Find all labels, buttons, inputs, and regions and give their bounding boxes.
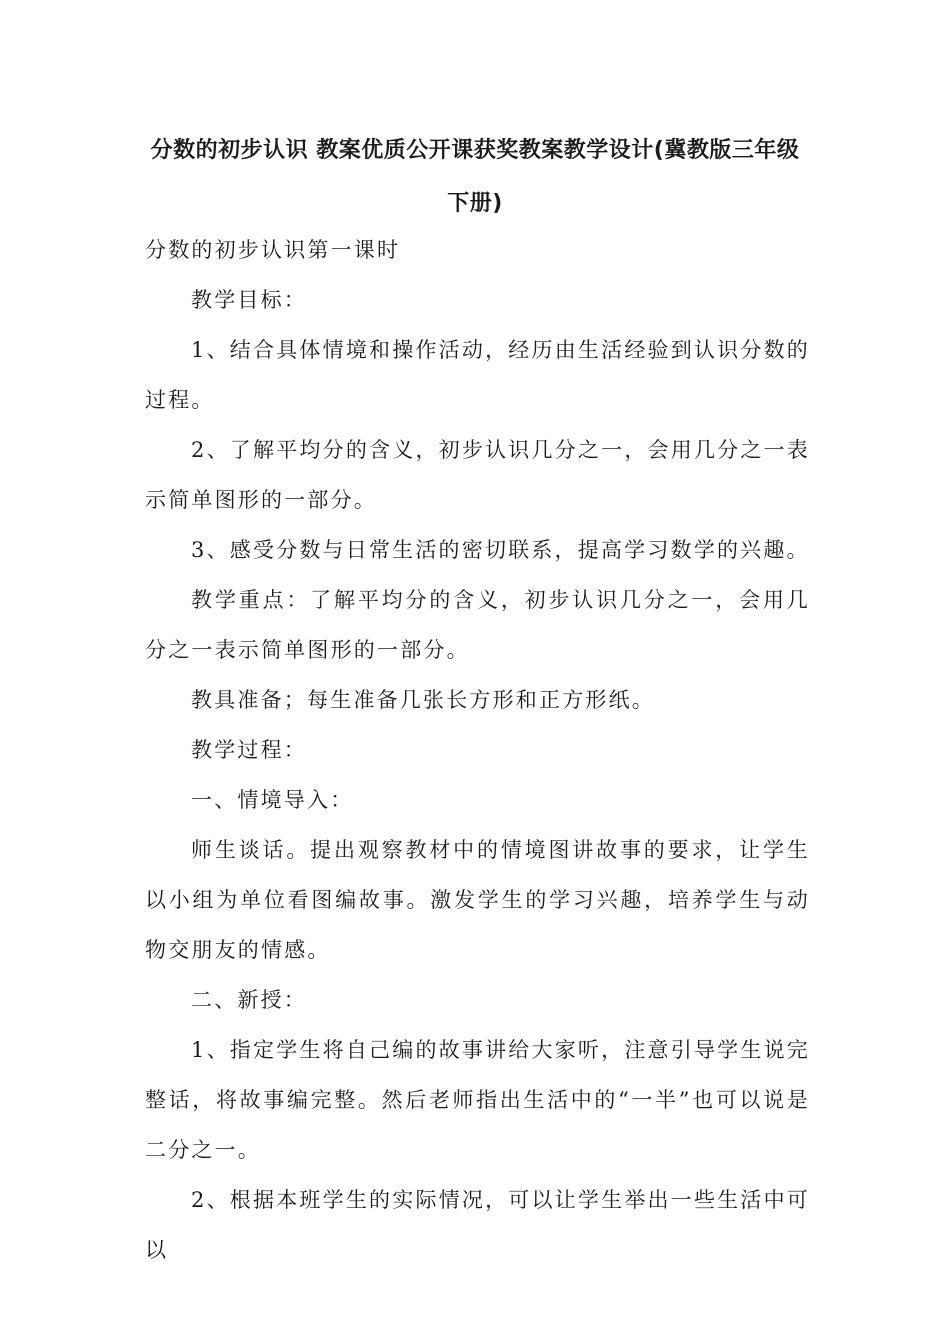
paragraph: 2、了解平均分的含义，初步认识几分之一，会用几分之一表示简单图形的一部分。 bbox=[145, 438, 810, 512]
paragraph: 1、指定学生将自己编的故事讲给大家听，注意引导学生说完整话，将故事编完整。然后老师指出生活中的“一半”也可以说是二分之一。 bbox=[145, 1038, 810, 1162]
paragraph: 教具准备；每生准备几张长方形和正方形纸。 bbox=[191, 688, 655, 712]
paragraph: 2、根据本班学生的实际情况，可以让学生举出一些生活中可以 bbox=[145, 1188, 810, 1262]
paragraph: 3、感受分数与日常生活的密切联系，提高学习数学的兴趣。 bbox=[191, 538, 810, 562]
paragraph: 教学目标： bbox=[191, 288, 307, 312]
paragraph: 师生谈话。提出观察教材中的情境图讲故事的要求，让学生以小组为单位看图编故事。激发学生的学习兴趣，培养学生与动物交朋友的情感。 bbox=[145, 838, 810, 962]
paragraph: 1、结合具体情境和操作活动，经历由生活经验到认识分数的过程。 bbox=[145, 338, 810, 412]
document-title: 分数的初步认识 教案优质公开课获奖教案教学设计(冀教版三年级下册) bbox=[150, 138, 800, 216]
section-heading: 分数的初步认识第一课时 bbox=[145, 238, 401, 262]
paragraph: 教学过程： bbox=[191, 738, 307, 762]
paragraph: 教学重点：了解平均分的含义，初步认识几分之一，会用几分之一表示简单图形的一部分。 bbox=[145, 588, 810, 662]
document-body bbox=[145, 225, 810, 1275]
paragraph: 二、新授： bbox=[191, 988, 307, 1012]
paragraph: 一、情境导入： bbox=[191, 788, 354, 812]
